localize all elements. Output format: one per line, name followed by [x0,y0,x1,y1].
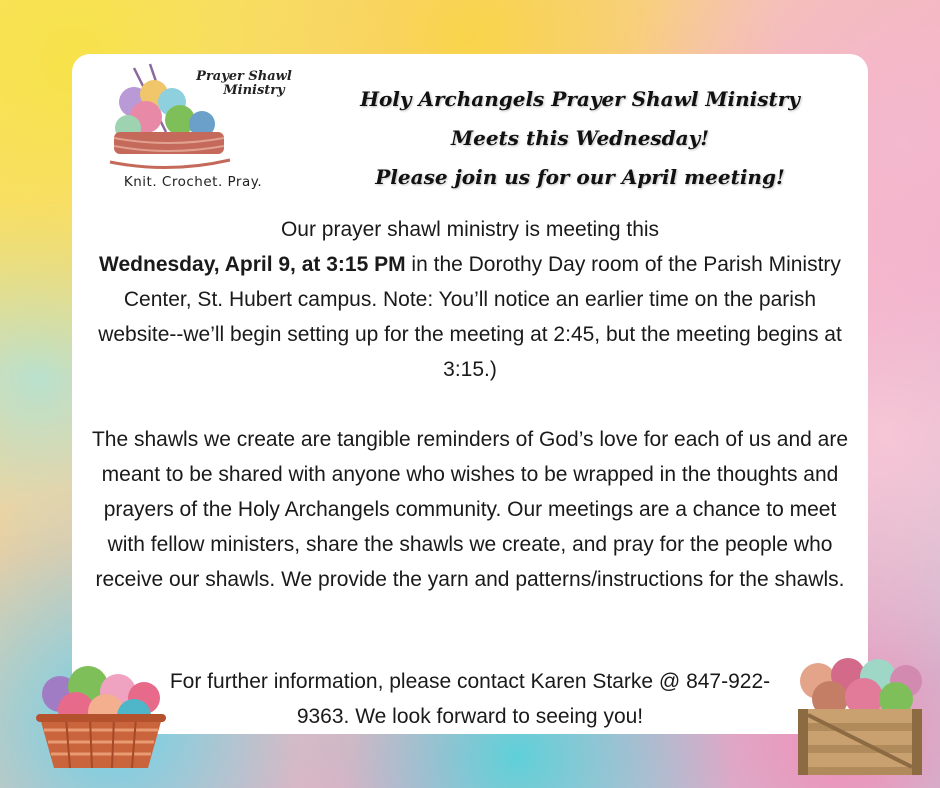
logo-tagline: Knit. Crochet. Pray. [123,174,263,190]
headline-line3: Please join us for our April meeting! [375,165,785,189]
meeting-paragraph [84,212,856,387]
contact-paragraph: For further information, please contact Karen Starke @ 847-922-9363. We look forward to seeing you! [169,670,771,728]
headline [310,80,850,197]
headline-line2: Meets this Wednesday! [450,126,710,150]
yarn-crate-icon [790,655,930,780]
meeting-lead: Our prayer shawl ministry is meeting this [280,218,660,241]
logo-title-line2: Ministry [223,83,285,98]
mission-paragraph: The shawls we create are tangible reminders of God’s love for each of us and are meant to be shared with anyone who wishes to be wrapped in the thoughts and prayers of the Holy Archangels community. Our meetings are a chance to meet with fellow ministers, share the shawls we create, and pray for the people who receive our shawls. We provide the yarn and patterns/instructions for the shawls. [91,428,849,591]
logo-title-line1: Prayer Shawl [196,69,292,84]
meeting-date: Wednesday, April 9, at 3:15 PM [99,253,406,276]
meeting-details: in the Dorothy Day room of the Parish Ministry Center, St. Hubert campus. Note: You’ll notice an earlier time on the parish website--we’ll begin setting up for the meeting at 2:45, but the meeting begins at 3:15.) [98,253,842,381]
headline-line1: Holy Archangels Prayer Shawl Ministry [360,87,800,111]
ministry-logo [84,60,302,196]
logo-title [194,70,294,98]
yarn-basket-icon [26,656,176,776]
